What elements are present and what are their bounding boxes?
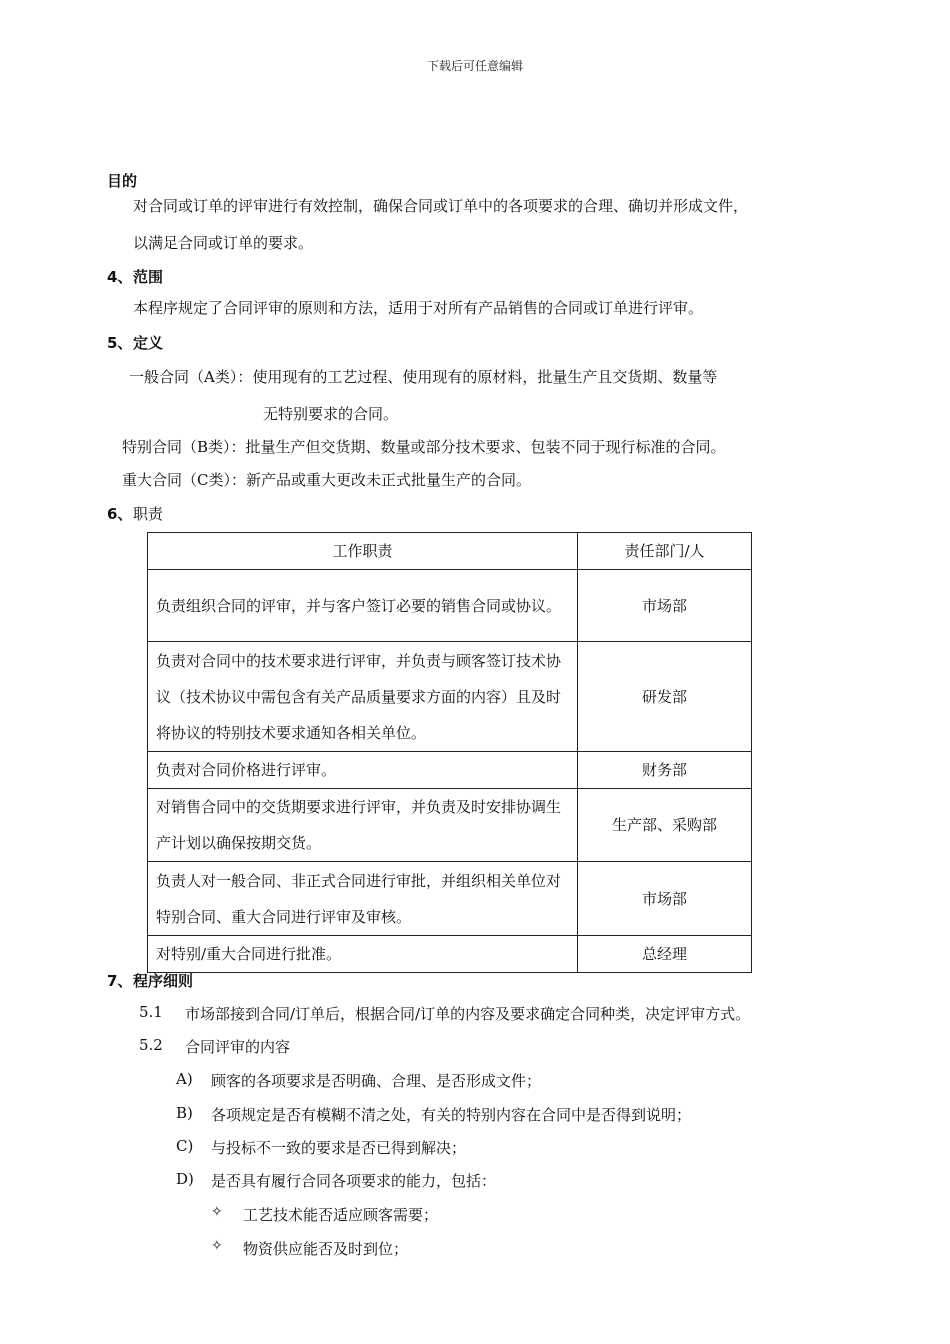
column-header-task: 工作职责	[148, 533, 578, 570]
item-text: 与投标不一致的要求是否已得到解决；	[211, 1139, 467, 1157]
clause-5-2-number: 5.2	[139, 1036, 163, 1054]
scope-heading: 范围	[133, 268, 164, 286]
table-row	[148, 862, 752, 936]
item-text: 顾客的各项要求是否明确、合理、是否形成文件；	[211, 1072, 542, 1090]
definitions-number: 5、	[107, 334, 133, 352]
duties-number: 6、	[107, 505, 133, 523]
bullet-text: 物资供应能否及时到位；	[243, 1240, 409, 1258]
dept-cell: 市场部	[578, 570, 752, 642]
item-label: C)	[176, 1137, 194, 1155]
clause-5-1-number: 5.1	[139, 1003, 163, 1021]
item-label: A)	[176, 1070, 193, 1088]
table-header-row	[148, 533, 752, 570]
purpose-line-1: 对合同或订单的评审进行有效控制，确保合同或订单中的各项要求的合理、确切并形成文件，	[133, 197, 749, 215]
clause-5-1-text: 市场部接到合同/订单后，根据合同/订单的内容及要求确定合同种类，决定评审方式。	[185, 1005, 751, 1023]
item-label: B)	[176, 1104, 193, 1122]
table-row	[148, 752, 752, 789]
task-cell: 负责对合同价格进行评审。	[148, 752, 578, 789]
definitions-heading: 定义	[133, 334, 164, 352]
diamond-bullet-icon: ✧	[211, 1238, 223, 1254]
clause-5-2-text: 合同评审的内容	[185, 1038, 291, 1056]
duties-heading: 职责	[133, 505, 164, 523]
table-row	[148, 570, 752, 642]
dept-cell: 生产部、采购部	[578, 789, 752, 862]
definition-a-line-2: 无特别要求的合同。	[263, 405, 399, 423]
definition-c: 重大合同（C类）：新产品或重大更改未正式批量生产的合同。	[122, 471, 531, 489]
table-row	[148, 789, 752, 862]
page-header: 下载后可任意编辑	[426, 59, 523, 73]
dept-cell: 研发部	[578, 642, 752, 752]
item-text: 是否具有履行合同各项要求的能力，包括：	[211, 1172, 497, 1190]
procedure-heading: 程序细则	[133, 972, 194, 990]
procedure-number: 7、	[107, 972, 133, 990]
table-row	[148, 936, 752, 973]
dept-cell: 财务部	[578, 752, 752, 789]
scope-number: 4、	[107, 268, 133, 286]
item-label: D)	[176, 1170, 194, 1188]
task-cell: 负责对合同中的技术要求进行评审，并负责与顾客签订技术协议（技术协议中需包含有关产品质量要求方面的内容）且及时将协议的特别技术要求通知各相关单位。	[148, 642, 578, 752]
bullet-text: 工艺技术能否适应顾客需要；	[243, 1206, 439, 1224]
table-row	[148, 642, 752, 752]
definition-b: 特别合同（B类）：批量生产但交货期、数量或部分技术要求、包装不同于现行标准的合同。	[122, 438, 726, 456]
scope-text: 本程序规定了合同评审的原则和方法，适用于对所有产品销售的合同或订单进行评审。	[133, 299, 704, 317]
duties-table	[147, 532, 752, 973]
dept-cell: 总经理	[578, 936, 752, 973]
item-text: 各项规定是否有模糊不清之处，有关的特别内容在合同中是否得到说明；	[211, 1106, 692, 1124]
purpose-line-2: 以满足合同或订单的要求。	[133, 234, 314, 252]
purpose-heading: 目的	[107, 172, 138, 190]
definition-a-line-1: 一般合同（A类）：使用现有的工艺过程、使用现有的原材料，批量生产且交货期、数量等	[129, 368, 718, 386]
diamond-bullet-icon: ✧	[211, 1204, 223, 1220]
task-cell: 负责组织合同的评审，并与客户签订必要的销售合同或协议。	[148, 570, 578, 642]
task-cell: 对销售合同中的交货期要求进行评审，并负责及时安排协调生产计划以确保按期交货。	[148, 789, 578, 862]
task-cell: 负责人对一般合同、非正式合同进行审批，并组织相关单位对特别合同、重大合同进行评审及审核。	[148, 862, 578, 936]
task-cell: 对特别/重大合同进行批准。	[148, 936, 578, 973]
column-header-dept: 责任部门/人	[578, 533, 752, 570]
dept-cell: 市场部	[578, 862, 752, 936]
